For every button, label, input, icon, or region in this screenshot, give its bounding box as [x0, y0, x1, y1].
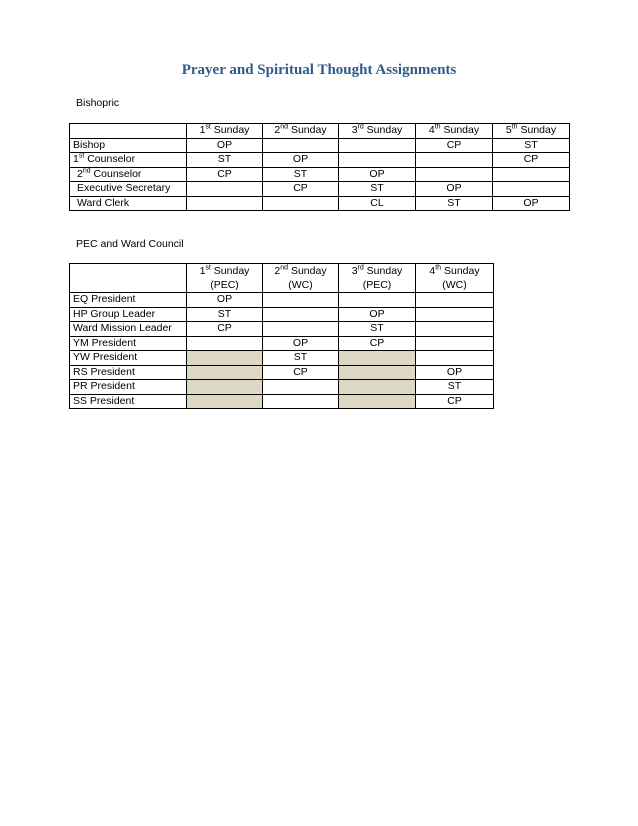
assignment-cell [493, 167, 570, 182]
column-header: 1st Sunday (PEC) [187, 264, 263, 293]
assignment-cell: ST [416, 196, 493, 211]
role-cell: HP Group Leader [70, 307, 187, 322]
role-cell: SS President [70, 394, 187, 409]
assignment-cell: ST [339, 182, 416, 197]
assignment-cell: OP [263, 336, 339, 351]
assignment-cell [493, 182, 570, 197]
assignment-cell: OP [493, 196, 570, 211]
column-header: 4th Sunday (WC) [416, 264, 494, 293]
table-row [70, 380, 494, 395]
corner-cell [70, 264, 187, 293]
role-cell: Bishop [70, 138, 187, 153]
table-row [70, 293, 494, 308]
assignment-cell: OP [416, 365, 494, 380]
role-cell: PR President [70, 380, 187, 395]
assignment-cell [416, 336, 494, 351]
assignment-cell: ST [263, 167, 339, 182]
assignment-cell: CP [493, 153, 570, 168]
table-row [70, 365, 494, 380]
assignment-cell: ST [187, 153, 263, 168]
assignment-cell: ST [493, 138, 570, 153]
assignment-cell [339, 138, 416, 153]
role-cell: RS President [70, 365, 187, 380]
column-header: 3rd Sunday [339, 124, 416, 139]
assignment-cell: CP [187, 167, 263, 182]
pec-ward-council-table [69, 263, 494, 409]
assignment-cell: CP [263, 182, 339, 197]
assignment-cell: ST [339, 322, 416, 337]
assignment-cell [416, 351, 494, 366]
assignment-cell: CP [263, 365, 339, 380]
assignment-cell: ST [187, 307, 263, 322]
role-cell: YW President [70, 351, 187, 366]
table-row [70, 394, 494, 409]
assignment-cell: CL [339, 196, 416, 211]
column-header: 3rd Sunday (PEC) [339, 264, 416, 293]
pec-section-label: PEC and Ward Council [76, 238, 184, 250]
page-title: Prayer and Spiritual Thought Assignments [181, 62, 457, 78]
assignment-cell [339, 153, 416, 168]
role-cell: 1st Counselor [70, 153, 187, 168]
assignment-cell [187, 336, 263, 351]
assignment-cell [263, 196, 339, 211]
table-row [70, 138, 570, 153]
assignment-cell [416, 153, 493, 168]
shaded-cell [339, 394, 416, 409]
assignment-cell [416, 307, 494, 322]
table-row [70, 182, 570, 197]
shaded-cell [339, 365, 416, 380]
shaded-cell [339, 351, 416, 366]
assignment-cell: OP [263, 153, 339, 168]
shaded-cell [187, 365, 263, 380]
column-header: 4th Sunday [416, 124, 493, 139]
assignment-cell [187, 196, 263, 211]
table-row [70, 153, 570, 168]
assignment-cell [263, 394, 339, 409]
shaded-cell [187, 351, 263, 366]
shaded-cell [187, 380, 263, 395]
assignment-cell: CP [187, 322, 263, 337]
assignment-cell [263, 293, 339, 308]
assignment-cell: OP [416, 182, 493, 197]
role-cell: Executive Secretary [70, 182, 187, 197]
table-row [70, 336, 494, 351]
table-row [70, 167, 570, 182]
assignment-cell [339, 293, 416, 308]
assignment-cell [263, 307, 339, 322]
column-header: 2nd Sunday [263, 124, 339, 139]
assignment-cell [416, 293, 494, 308]
table-row [70, 307, 494, 322]
table-header-row [70, 124, 570, 139]
table-header-row [70, 264, 494, 293]
corner-cell [70, 124, 187, 139]
role-cell: EQ President [70, 293, 187, 308]
role-cell: 2nd Counselor [70, 167, 187, 182]
table-row [70, 351, 494, 366]
shaded-cell [339, 380, 416, 395]
table-row [70, 322, 494, 337]
assignment-cell: OP [339, 167, 416, 182]
role-cell: YM President [70, 336, 187, 351]
assignment-cell [263, 380, 339, 395]
assignment-cell: CP [416, 394, 494, 409]
column-header: 2nd Sunday (WC) [263, 264, 339, 293]
assignment-cell: OP [339, 307, 416, 322]
role-cell: Ward Mission Leader [70, 322, 187, 337]
table-row [70, 196, 570, 211]
bishopric-section-label: Bishopric [76, 97, 120, 109]
column-header: 5th Sunday [493, 124, 570, 139]
assignment-cell [187, 182, 263, 197]
assignment-cell [416, 167, 493, 182]
assignment-cell [416, 322, 494, 337]
assignment-cell: CP [416, 138, 493, 153]
assignment-cell: CP [339, 336, 416, 351]
bishopric-assignments-table [69, 123, 570, 211]
assignment-cell [263, 138, 339, 153]
shaded-cell [187, 394, 263, 409]
assignment-cell [263, 322, 339, 337]
assignment-cell: ST [416, 380, 494, 395]
column-header: 1st Sunday [187, 124, 263, 139]
assignment-cell: OP [187, 138, 263, 153]
role-cell: Ward Clerk [70, 196, 187, 211]
assignment-cell: OP [187, 293, 263, 308]
assignment-cell: ST [263, 351, 339, 366]
